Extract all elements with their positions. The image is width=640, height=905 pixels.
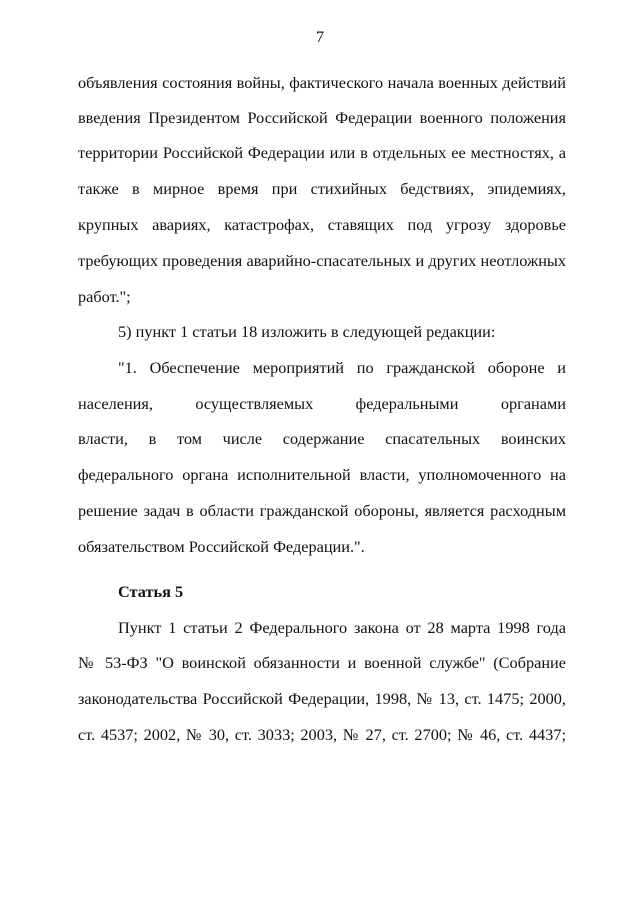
text-line: обязательством Российской Федерации.". bbox=[78, 537, 365, 556]
text-line: законодательства Российской Федерации, 1998, № 13, ст. 1475; 2000, bbox=[78, 689, 566, 708]
text-line: объявления состояния войны, фактического начала военных действий bbox=[78, 73, 566, 92]
text-line: федерального органа исполнительной власти, уполномоченного на bbox=[78, 465, 566, 484]
text-line: введения Президентом Российской Федерации военного положения bbox=[78, 108, 566, 127]
page-number: 7 bbox=[315, 27, 325, 46]
text-line: решение задач в области гражданской обороны, является расходным bbox=[78, 501, 566, 520]
text-line: № 53-ФЗ "О воинской обязанности и военной службе" (Собрание bbox=[78, 653, 566, 672]
text-line: "1. Обеспечение мероприятий по гражданской обороне и bbox=[118, 358, 566, 377]
article-heading: Статья 5 bbox=[118, 582, 184, 601]
text-line: 5) пункт 1 статьи 18 изложить в следующей редакции: bbox=[118, 322, 496, 341]
text-line: населения, осуществляемых федеральными органами bbox=[78, 394, 566, 413]
text-line: работ."; bbox=[78, 287, 131, 306]
text-line: также в мирное время при стихийных бедствиях, эпидемиях, bbox=[78, 179, 566, 198]
text-line: власти, в том числе содержание спасательных воинских bbox=[78, 429, 566, 448]
text-line: ст. 4537; 2002, № 30, ст. 3033; 2003, № 27, ст. 2700; № 46, ст. 4437; bbox=[78, 725, 566, 744]
text-line: требующих проведения аварийно-спасательных и других неотложных bbox=[78, 251, 566, 270]
text-line: крупных авариях, катастрофах, ставящих под угрозу здоровье bbox=[78, 215, 566, 234]
text-line: Пункт 1 статьи 2 Федерального закона от 28 марта 1998 года bbox=[118, 618, 566, 637]
text-line: территории Российской Федерации или в отдельных ее местностях, а bbox=[78, 143, 566, 162]
